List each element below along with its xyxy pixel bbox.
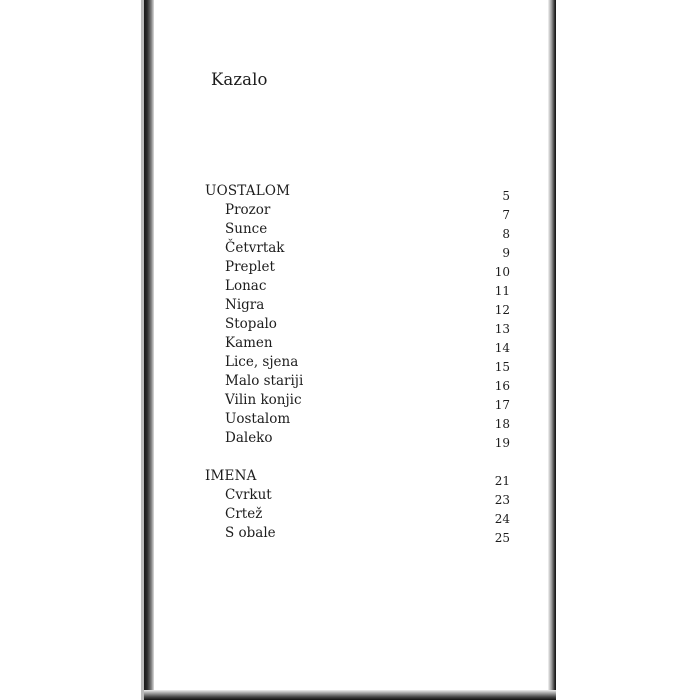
toc-page-number: 9 xyxy=(502,246,510,260)
toc-entry xyxy=(205,297,510,316)
toc-entry xyxy=(205,430,510,449)
toc-entry xyxy=(205,202,510,221)
toc-entry-title: Kamen xyxy=(225,335,273,351)
toc-page-number: 21 xyxy=(494,474,510,488)
toc-entry-title: Daleko xyxy=(225,430,273,446)
toc-page-number: 25 xyxy=(494,531,510,545)
toc-section-heading: IMENA xyxy=(205,468,257,484)
scan-border-right xyxy=(548,0,556,700)
toc-entry-title: S obale xyxy=(225,525,276,541)
toc-entry xyxy=(205,525,510,544)
toc-entry-title: Preplet xyxy=(225,259,275,275)
toc-entry-title: Vilin konjic xyxy=(225,392,302,408)
toc-page-number: 19 xyxy=(494,436,510,450)
toc-entry-title: Četvrtak xyxy=(225,240,285,256)
toc-page-number: 14 xyxy=(494,341,510,355)
page-title: Kazalo xyxy=(211,70,268,89)
scan-border-left xyxy=(144,0,154,700)
toc-page-number: 15 xyxy=(494,360,510,374)
toc-page-number: 23 xyxy=(494,493,510,507)
toc-page-number: 7 xyxy=(502,208,510,222)
toc-entry-title: Sunce xyxy=(225,221,268,237)
toc-entry-title: Malo stariji xyxy=(225,373,304,389)
toc-entry-title: Cvrkut xyxy=(225,487,272,503)
toc-page-number: 16 xyxy=(494,379,510,393)
toc-entry xyxy=(205,221,510,240)
toc-entry-title: Uostalom xyxy=(225,411,291,427)
toc-entry xyxy=(205,316,510,335)
toc-entry-title: Nigra xyxy=(225,297,265,313)
toc-entry-title: Prozor xyxy=(225,202,271,218)
toc-section-uostalom xyxy=(205,183,510,202)
toc-page-number: 13 xyxy=(494,322,510,336)
toc-entry xyxy=(205,506,510,525)
toc-entry-title: Lonac xyxy=(225,278,267,294)
toc-entry xyxy=(205,335,510,354)
toc-entry xyxy=(205,411,510,430)
toc-page-number: 17 xyxy=(494,398,510,412)
toc-page-number: 8 xyxy=(502,227,510,241)
toc-entry xyxy=(205,240,510,259)
toc-section-heading: UOSTALOM xyxy=(205,183,291,199)
toc-page-number: 12 xyxy=(494,303,510,317)
toc-entry-title: Crtež xyxy=(225,506,263,522)
toc-entry xyxy=(205,278,510,297)
toc-entry-title: Stopalo xyxy=(225,316,277,332)
toc-entry xyxy=(205,354,510,373)
toc-page-number: 18 xyxy=(494,417,510,431)
toc-page-number: 5 xyxy=(502,189,510,203)
toc-section-imena xyxy=(205,468,510,487)
toc-page-number: 10 xyxy=(494,265,510,279)
scan-border-bottom xyxy=(144,690,556,700)
toc-entry xyxy=(205,392,510,411)
toc-entry xyxy=(205,259,510,278)
toc-entry-title: Lice, sjena xyxy=(225,354,299,370)
toc-page-number: 11 xyxy=(494,284,510,298)
toc-entry xyxy=(205,487,510,506)
toc-page-number: 24 xyxy=(494,512,510,526)
toc-entry xyxy=(205,373,510,392)
